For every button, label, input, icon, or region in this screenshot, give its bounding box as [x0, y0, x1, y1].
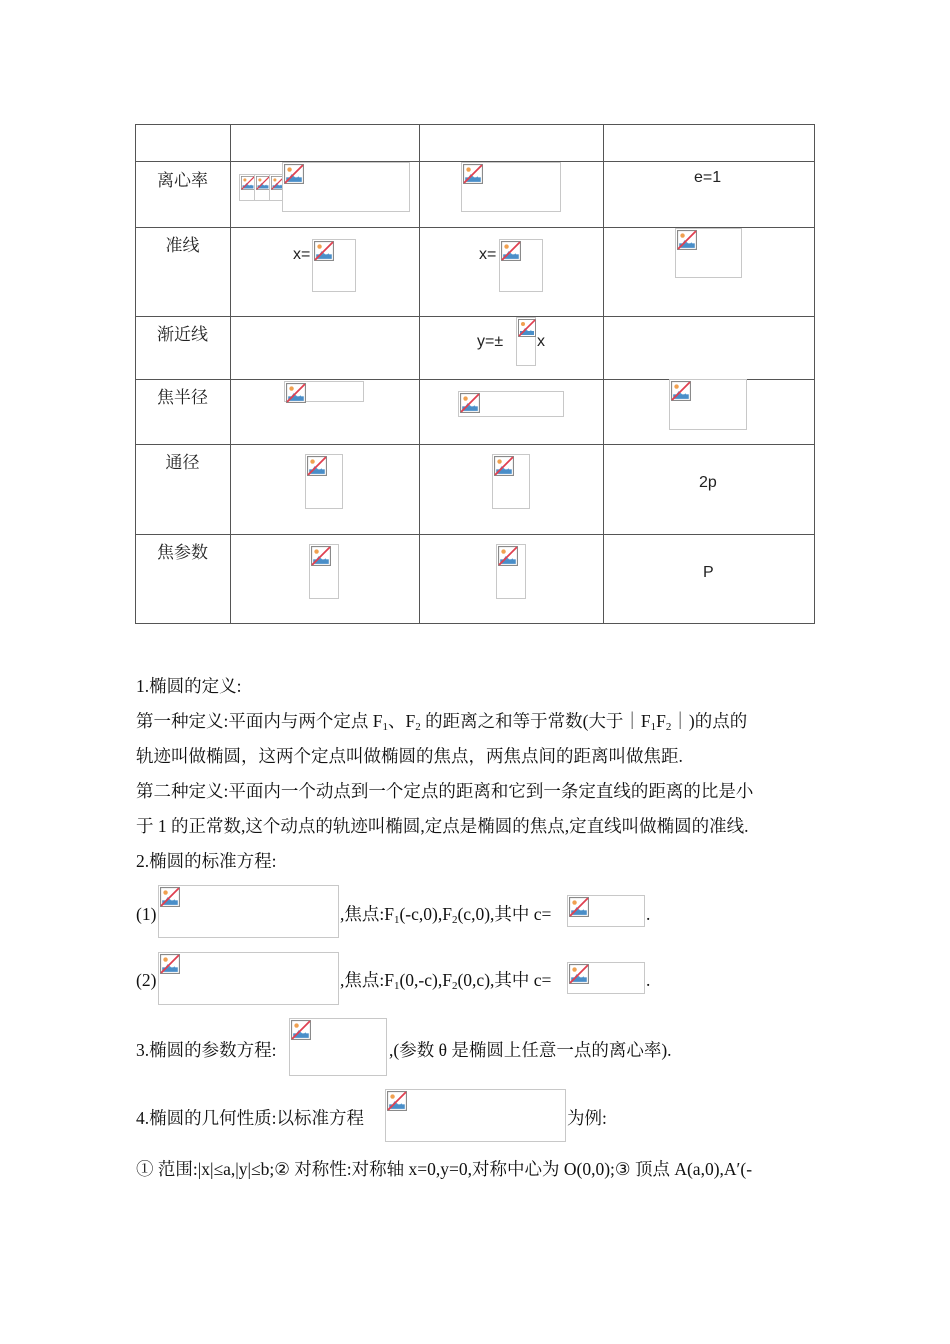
row-label-latus-rectum: 通径 [165, 453, 200, 473]
conic-properties-table [135, 124, 815, 624]
broken-image-icon [256, 176, 270, 190]
broken-image-icon [311, 546, 331, 566]
definition-1-line-1: 第一种定义:平面内与两个定点 $F_1$、$F_2$ 的距离之和等于常数(大于$|F_1F_2|$)的点的 [136, 711, 748, 733]
definition-2-line-1: 第二种定义:平面内一个动点到一个定点的距离和它到一条定直线的距离的比是小 [136, 781, 754, 801]
formula-image [516, 317, 536, 366]
equation-1-end: . [646, 904, 651, 924]
broken-image-icon [241, 176, 255, 190]
row-label-directrix: 准线 [165, 236, 200, 256]
broken-image-icon [307, 456, 327, 476]
hyperbola-directrix-prefix: x= [479, 246, 497, 263]
broken-image-icon [284, 164, 304, 184]
formula-image [499, 239, 543, 292]
broken-image-icon [460, 393, 480, 413]
section-4-prefix: 4.椭圆的几何性质:以标准方程 [136, 1108, 364, 1128]
section-3-prefix: 3.椭圆的参数方程: [136, 1040, 277, 1060]
formula-image [158, 885, 339, 938]
section-2-title: 2.椭圆的标准方程: [136, 851, 277, 871]
equation-2-prefix: (2) [136, 970, 157, 990]
definition-2-line-2: 于 1 的正常数,这个动点的轨迹叫椭圆,定点是椭圆的焦点,定直线叫做椭圆的准线. [136, 816, 749, 836]
broken-image-icon [160, 954, 180, 974]
formula-image [254, 174, 270, 201]
asymptote-prefix: y=± [477, 333, 504, 350]
formula-image [309, 544, 339, 599]
formula-image [282, 162, 410, 212]
parabola-focal-parameter: P [703, 564, 714, 581]
broken-image-icon [291, 1020, 311, 1040]
broken-image-icon [286, 383, 306, 403]
formula-image [284, 381, 364, 402]
formula-image [385, 1089, 566, 1142]
section-1-title: 1.椭圆的定义: [136, 676, 242, 696]
broken-image-icon [314, 241, 334, 261]
broken-image-icon [160, 887, 180, 907]
row-label-eccentricity: 离心率 [157, 171, 208, 191]
formula-image [567, 895, 645, 927]
section-4-properties: ① 范围:|x|≤a,|y|≤b;② 对称性:对称轴 x=0,y=0,对称中心为 O(0,0);③ 顶点 A(a,0),A′(- [136, 1159, 753, 1179]
formula-image [567, 962, 645, 994]
broken-image-icon [569, 897, 589, 917]
equation-2-end: . [646, 970, 651, 990]
ellipse-directrix-prefix: x= [293, 246, 311, 263]
formula-image [158, 952, 339, 1005]
broken-image-icon [569, 964, 589, 984]
equation-2-foci: ,焦点$:F_1(0,-c),F_2(0,c)$,其中 c= [340, 970, 552, 992]
broken-image-icon [494, 456, 514, 476]
formula-image [675, 228, 742, 278]
formula-image [461, 162, 561, 212]
formula-image [496, 544, 526, 599]
row-label-focal-parameter: 焦参数 [157, 543, 208, 563]
formula-image [239, 174, 255, 201]
formula-image [458, 391, 564, 417]
broken-image-icon [387, 1091, 407, 1111]
broken-image-icon [677, 230, 697, 250]
row-label-asymptote: 渐近线 [157, 325, 208, 345]
section-4-suffix: 为例: [567, 1108, 607, 1128]
equation-1-prefix: (1) [136, 904, 157, 924]
formula-image [305, 454, 343, 509]
formula-image [492, 454, 530, 509]
row-label-focal-radius: 焦半径 [157, 388, 208, 408]
equation-1-foci: ,焦点$:F_1(-c,0),F_2(c,0)$,其中 c= [340, 904, 552, 926]
formula-image [669, 379, 747, 430]
broken-image-icon [498, 546, 518, 566]
formula-image [312, 239, 356, 292]
asymptote-suffix: x [537, 333, 545, 350]
formula-image [289, 1018, 387, 1076]
section-3-suffix: ,(参数 θ 是椭圆上任意一点的离心率). [389, 1040, 672, 1060]
parabola-latus-rectum: 2p [699, 474, 717, 491]
broken-image-icon [518, 319, 536, 337]
broken-image-icon [463, 164, 483, 184]
broken-image-icon [501, 241, 521, 261]
parabola-eccentricity: e=1 [694, 169, 722, 186]
broken-image-icon [671, 381, 691, 401]
definition-1-line-2: 轨迹叫做椭圆，这两个定点叫做椭圆的焦点，两焦点间的距离叫做焦距. [136, 746, 683, 766]
